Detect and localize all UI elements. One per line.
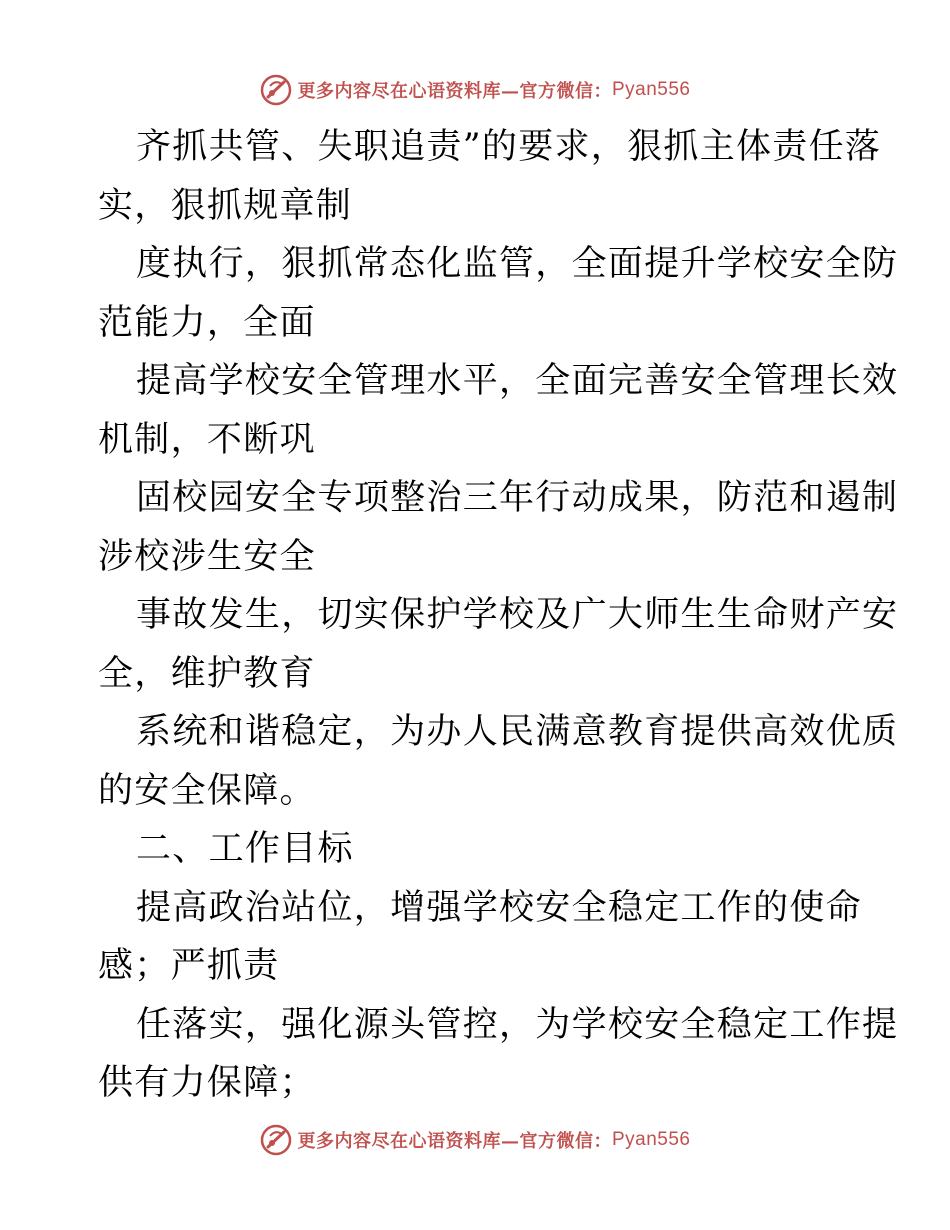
- text-line: 范能力，全面: [98, 302, 316, 343]
- text-line: 事故发生，切实保护学校及广大师生生命财产安: [136, 595, 899, 635]
- banner-wechat-id: Pyan556: [611, 79, 691, 100]
- text-line: 系统和谐稳定，为办人民满意教育提供高效优质: [136, 712, 899, 752]
- footer-banner: [0, 1120, 950, 1160]
- banner-text: 更多内容尽在心语资料库—官方微信：: [297, 1131, 612, 1152]
- text-line: 供有力保障；: [98, 1063, 316, 1103]
- text-line: 固校园安全专项整治三年行动成果，防范和遏制: [136, 478, 899, 518]
- text-line: 涉校涉生安全: [98, 536, 316, 577]
- banner-wechat-id: Pyan556: [611, 1129, 691, 1150]
- text-line: 任落实，强化源头管控，为学校安全稳定工作提: [136, 1004, 899, 1045]
- banner-text: 更多内容尽在心语资料库—官方微信：: [297, 81, 612, 102]
- text-line: 的安全保障。: [98, 770, 316, 811]
- section-heading: 二、工作目标: [136, 829, 354, 869]
- brand-logo-icon: [259, 73, 293, 107]
- text-line: 度执行，狠抓常态化监管，全面提升学校安全防: [136, 244, 899, 284]
- text-line: 实，狠抓规章制: [98, 185, 353, 226]
- brand-logo-icon: [259, 1123, 293, 1157]
- header-banner: [0, 70, 950, 110]
- text-line: 提高学校安全管理水平，全面完善安全管理长效: [136, 361, 899, 401]
- text-line: 提高政治站位，增强学校安全稳定工作的使命: [136, 887, 863, 928]
- text-line: 感；严抓责: [98, 946, 280, 986]
- text-line: 全，维护教育: [98, 653, 316, 694]
- text-line: 机制，不断巩: [98, 419, 316, 460]
- document-body: [98, 118, 899, 1113]
- text-line: 齐抓共管、失职追责”的要求，狠抓主体责任落: [136, 127, 882, 167]
